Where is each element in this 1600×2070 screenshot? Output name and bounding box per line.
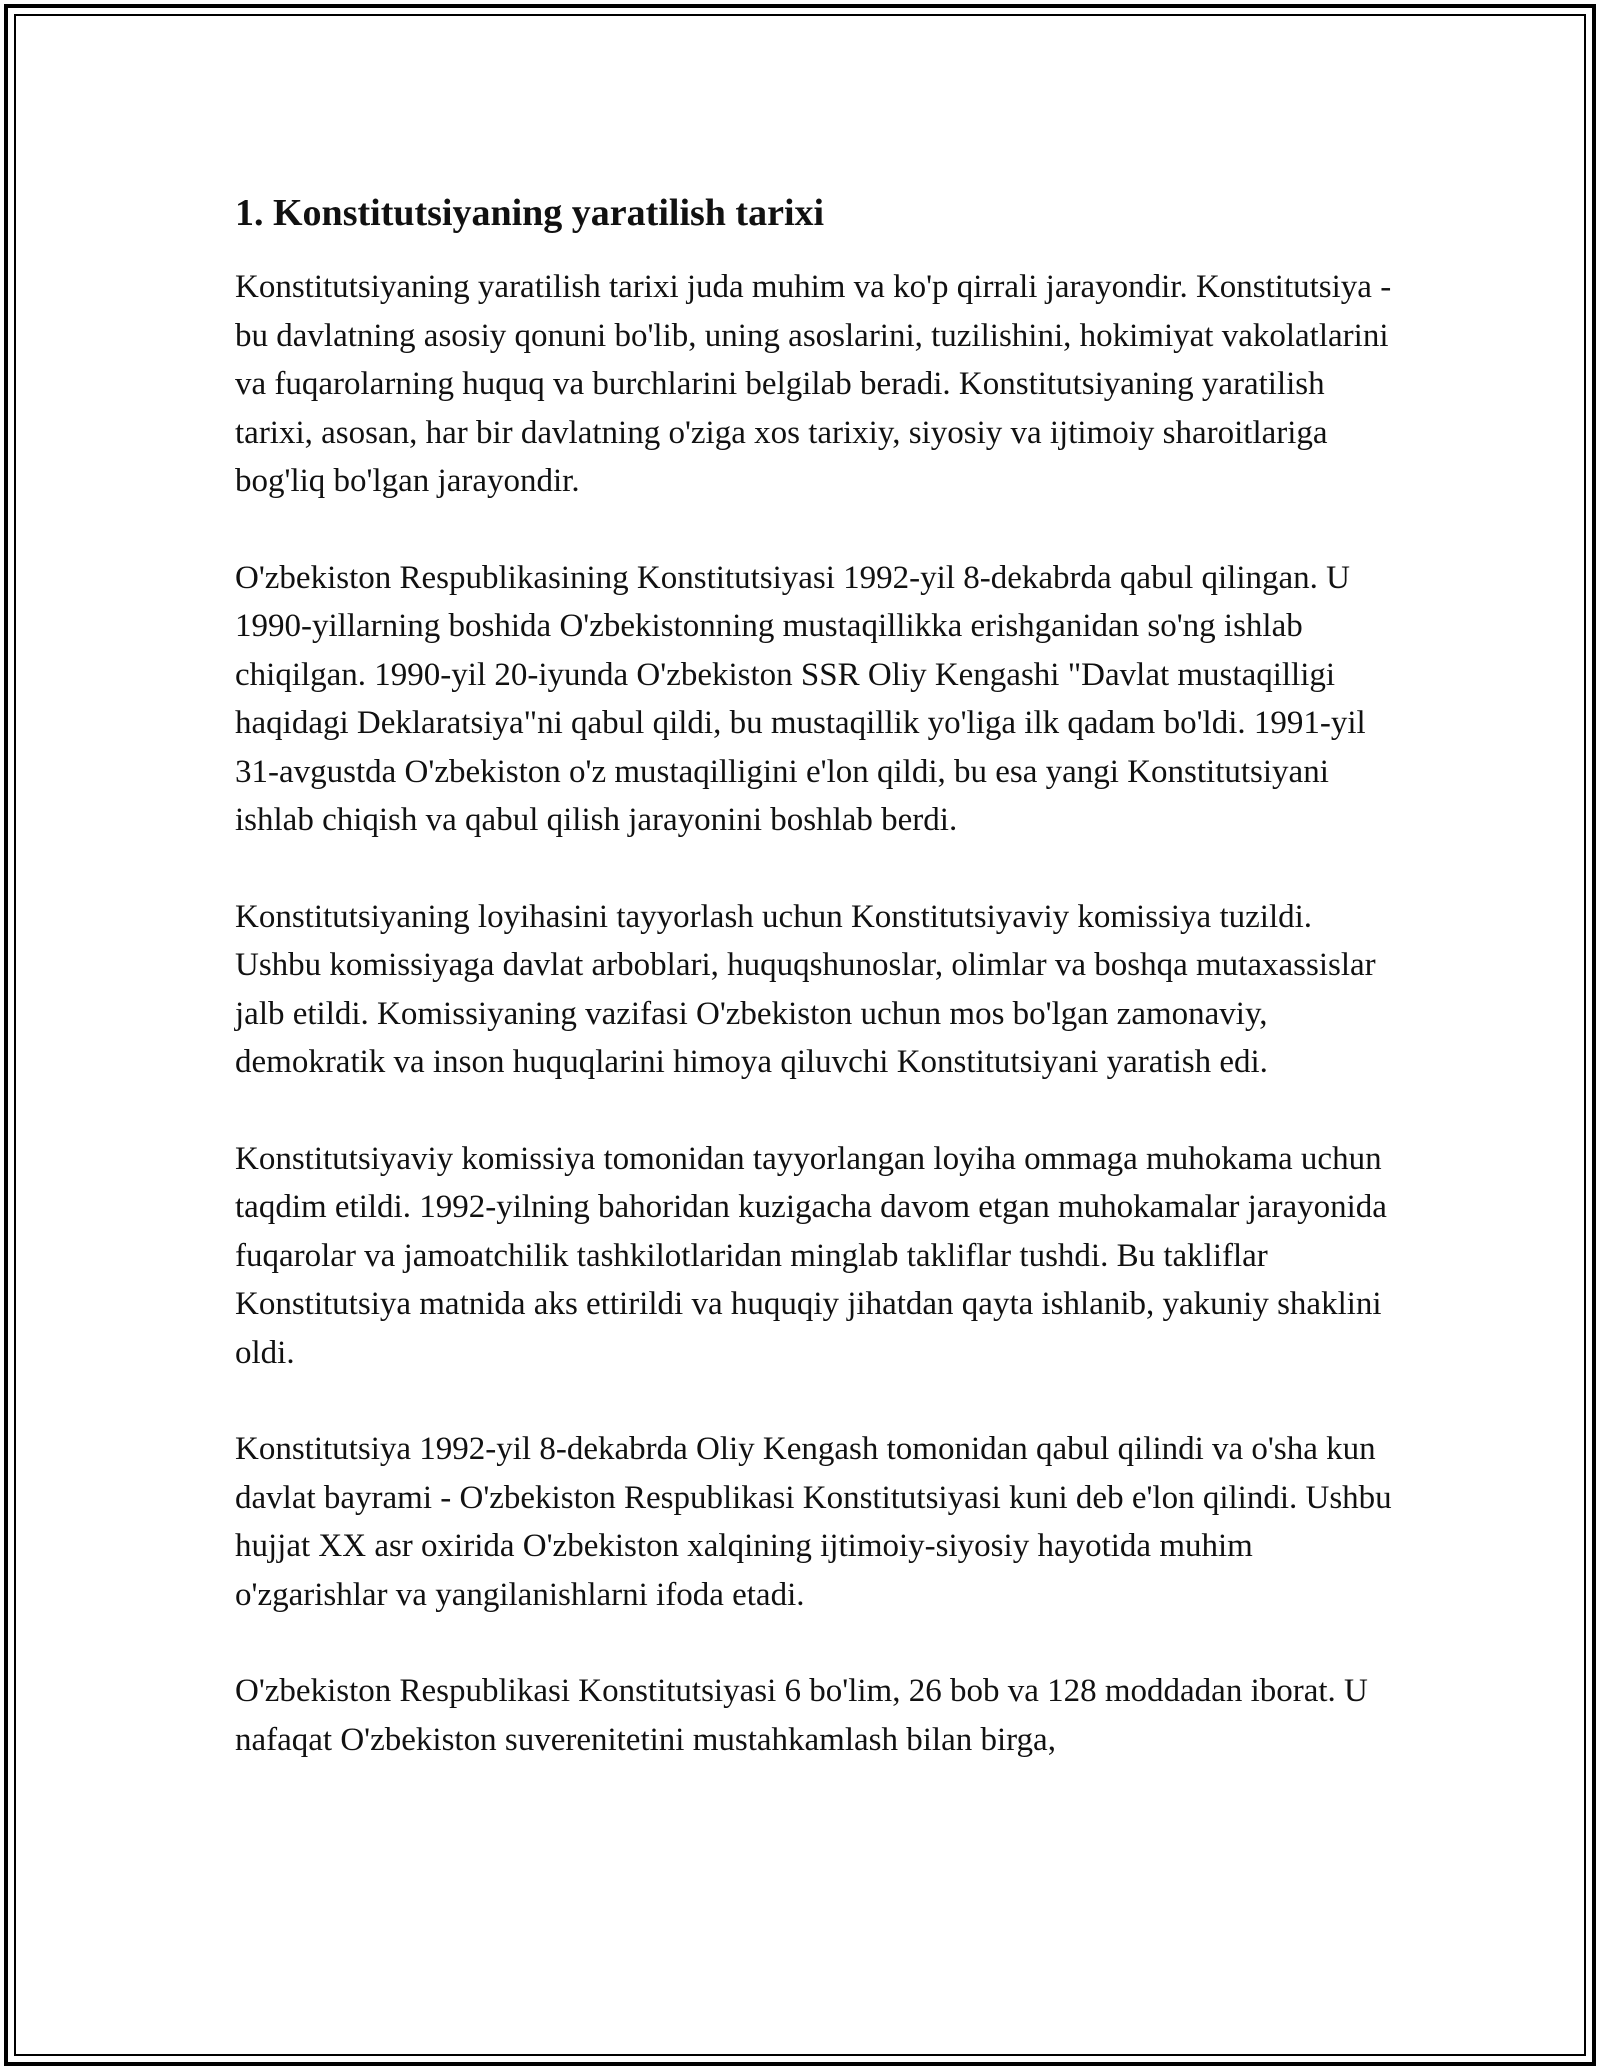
paragraph-2: O'zbekiston Respublikasining Konstitutsiyasi 1992-yil 8-dekabrda qabul qilingan. U 1990-yillarning boshida O'zbekistonning mustaqillikka erishganidan so'ng ishlab chiqilgan. 1990-yil 20-iyunda O'zbekiston SSR Oliy Kengashi "Davlat mustaqilligi haqidagi Deklaratsiya"ni qabul qildi, bu mustaqillik yo'liga ilk qadam bo'ldi. 1991-yil 31-avgustda O'zbekiston o'z mustaqilligini e'lon qildi, bu esa yangi Konstitutsiyani ishlab chiqish va qabul qilish jarayonini boshlab berdi. xyxy=(235,559,1366,838)
paragraph-1: Konstitutsiyaning yaratilish tarixi juda muhim va ko'p qirrali jarayondir. Konstitutsiya - bu davlatning asosiy qonuni bo'lib, uning asoslarini, tuzilishini, hokimiyat vakolatlarini va fuqarolarning huquq va burchlarini belgilab beradi. Konstitutsiyaning yaratilish tarixi, asosan, har bir davlatning o'ziga xos tarixiy, siyosiy va ijtimoiy sharoitlariga bog'liq bo'lgan jarayondir. xyxy=(235,269,1392,499)
document-body xyxy=(235,185,1395,1812)
paragraph-3: Konstitutsiyaning loyihasini tayyorlash uchun Konstitutsiyaviy komissiya tuzildi. Ushbu komissiyaga davlat arboblari, huquqshunoslar, olimlar va boshqa mutaxassislar jalb etildi. Komissiyaning vazifasi O'zbekiston uchun mos bo'lgan zamonaviy, demokratik va inson huquqlarini himoya qiluvchi Konstitutsiyani yaratish edi. xyxy=(235,898,1376,1080)
paragraph-5: Konstitutsiya 1992-yil 8-dekabrda Oliy Kengash tomonidan qabul qilindi va o'sha kun davlat bayrami - O'zbekiston Respublikasi Konstitutsiyasi kuni deb e'lon qilindi. Ushbu hujjat XX asr oxirida O'zbekiston xalqining ijtimoiy-siyosiy hayotida muhim o'zgarishlar va yangilanishlarni ifoda etadi. xyxy=(235,1431,1392,1613)
paragraph-6: O'zbekiston Respublikasi Konstitutsiyasi 6 bo'lim, 26 bob va 128 moddadan iborat. U nafaqat O'zbekiston suverenitetini mustahkamlash bilan birga, xyxy=(235,1673,1368,1758)
section-heading: 1. Konstitutsiyaning yaratilish tarixi xyxy=(235,192,825,234)
paragraph-4: Konstitutsiyaviy komissiya tomonidan tayyorlangan loyiha ommaga muhokama uchun taqdim etildi. 1992-yilning bahoridan kuzigacha davom etgan muhokamalar jarayonida fuqarolar va jamoatchilik tashkilotlaridan minglab takliflar tushdi. Bu takliflar Konstitutsiya matnida aks ettirildi va huquqiy jihatdan qayta ishlanib, yakuniy shaklini oldi. xyxy=(235,1140,1387,1371)
